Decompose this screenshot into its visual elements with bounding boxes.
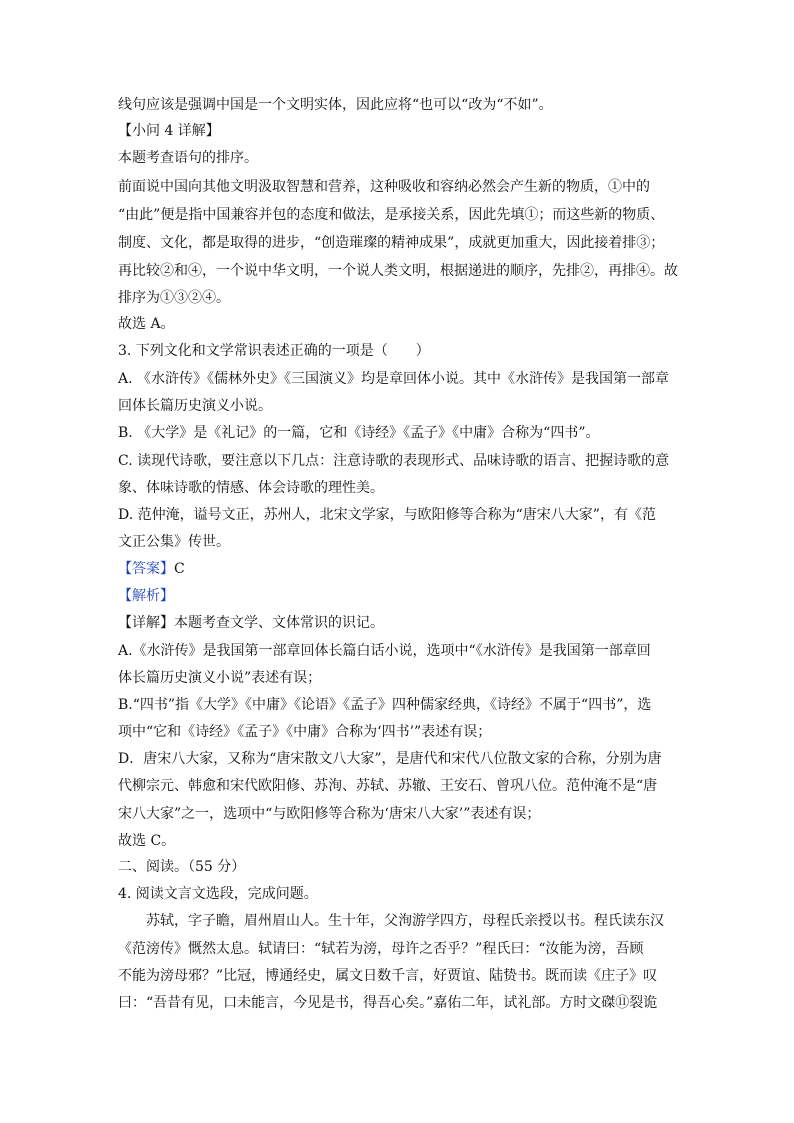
text-line: 体长篇历史演义小说”表述有误；: [118, 670, 322, 686]
question-4-title: 4. 阅读文言文选段，完成问题。: [118, 886, 318, 902]
text-line: B.“四书”指《大学》《中庸》《论语》《孟子》四种儒家经典，《诗经》不属于“四书”，选: [118, 697, 652, 713]
option-d: D. 范仲淹，谥号文正，苏州人，北宋文学家，与欧阳修等合称为“唐宋八大家”，有《范: [118, 507, 656, 523]
answer-value: C: [174, 561, 185, 577]
text-line: 前面说中国向其他文明汲取智慧和营养，这种吸收和容纳必然会产生新的物质，①中的: [118, 179, 650, 195]
option-c-cont: 象、体味诗歌的情感、体会诗歌的理性美。: [118, 480, 384, 496]
text-line: 项中“它和《诗经》《孟子》《中庸》合称为‘四书’”表述有误；: [118, 724, 492, 740]
option-d-cont: 文正公集》传世。: [118, 534, 230, 550]
passage-line: 《范滂传》慨然太息。轼请曰：“轼若为滂，母许之否乎？”程氏曰：“汝能为滂，吾顾: [118, 941, 644, 957]
text-line: “由此”便是指中国兼容并包的态度和做法，是承接关系，因此先填①；而这些新的物质、: [118, 207, 665, 223]
passage-line: 不能为滂母邪？”比冠，博通经史，属文日数千言，好贾谊、陆贽书。既而读《庄子》叹: [118, 968, 658, 984]
answer-line: [118, 559, 678, 579]
option-a-cont: 回体长篇历史演义小说。: [118, 398, 272, 414]
text-line: 制度、文化，都是取得的进步，“创造璀璨的精神成果”，成就更加重大，因此接着排③；: [118, 235, 665, 251]
option-c: C. 读现代诗歌，要注意以下几点：注意诗歌的表现形式、品味诗歌的语言、把握诗歌的意: [118, 453, 670, 469]
text-line: 线句应该是强调中国是一个文明实体，因此应将“也可以“改为“不如”。: [118, 97, 553, 113]
answer-label: 【答案】: [118, 561, 174, 577]
subquestion-heading: 【小问 4 详解】: [118, 123, 220, 139]
text-line: 宋八大家”之一，选项中“与欧阳修等合称为‘唐宋八大家’”表述有误；: [118, 806, 541, 822]
text-line: A.《水浒传》是我国第一部章回体长篇白话小说，选项中“《水浒传》是我国第一部章回: [118, 643, 651, 659]
section-heading: 二、阅读。（55 分）: [118, 859, 246, 875]
question-3-title: 3. 下列文化和文学常识表述正确的一项是（ ）: [118, 343, 430, 359]
text-line: 本题考查语句的排序。: [118, 150, 258, 166]
text-line: 排序为①③②④。: [118, 290, 230, 306]
passage-line: 曰：“吾昔有见，口未能言，今见是书，得吾心矣。”嘉佑二年，试礼部。方时文磔⑪裂诡: [118, 995, 658, 1011]
text-line: 代柳宗元、韩愈和宋代欧阳修、苏洵、苏轼、苏辙、王安石、曾巩八位。范仲淹不是“唐: [118, 778, 658, 794]
text-line: 故选 A。: [118, 316, 175, 332]
explanation-heading: 【详解】本题考查文学、文体常识的识记。: [118, 615, 384, 631]
text-line: D．唐宋八大家，又称为“唐宋散文八大家”，是唐代和宋代八位散文家的合称，分别为唐: [118, 751, 662, 767]
text-line: 再比较②和④，一个说中华文明，一个说人类文明，根据递进的顺序，先排②，再排④。故: [118, 263, 678, 279]
passage-line: 苏轼，字子瞻，眉州眉山人。生十年，父洵游学四方，母程氏亲授以书。程氏读东汉: [146, 913, 664, 929]
option-b: B. 《大学》是《礼记》的一篇，它和《诗经》《孟子》《中庸》合称为“四书”。: [118, 425, 600, 441]
text-line: 故选 C。: [118, 833, 176, 849]
option-a: A. 《水浒传》《儒林外史》《三国演义》均是章回体小说。其中《水浒传》是我国第一部章: [118, 371, 670, 387]
analysis-label: 【解析】: [118, 588, 174, 604]
